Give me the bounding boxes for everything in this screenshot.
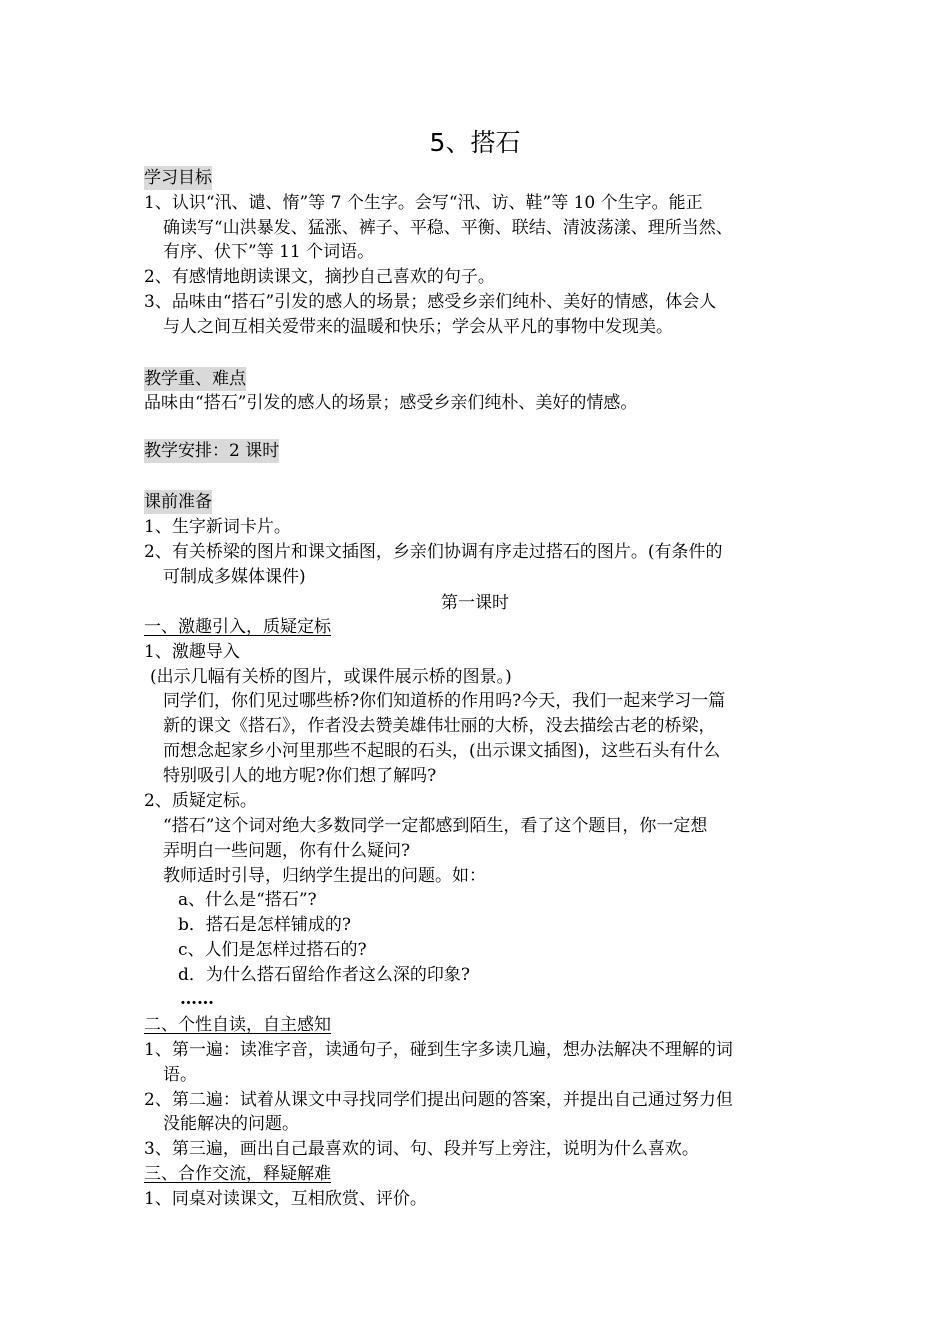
section-1-p1-line-2: 新的课文《搭石》，作者没去赞美雄伟壮丽的大桥，没去描绘古老的桥梁， bbox=[163, 716, 716, 736]
section-2-item-2-line-1: 2、第二遍：试着从课文中寻找同学们提出问题的答案，并提出自己通过努力但 bbox=[144, 1090, 733, 1110]
section-2-item-2-line-2: 没能解决的问题。 bbox=[163, 1114, 299, 1134]
section-2-item-1-line-2: 语。 bbox=[163, 1065, 197, 1085]
objective-1-line-3: 有序、伏下”等 11 个词语。 bbox=[163, 242, 375, 262]
question-c: c、人们是怎样过搭石的? bbox=[178, 940, 367, 960]
objective-3-line-2: 与人之间互相关爱带来的温暖和快乐；学会从平凡的事物中发现美。 bbox=[163, 317, 673, 337]
preparation-2-line-2: 可制成多媒体课件) bbox=[163, 567, 306, 587]
question-d: d．为什么搭石留给作者这么深的印象? bbox=[178, 965, 470, 985]
section-1-p1-line-3: 而想念起家乡小河里那些不起眼的石头，(出示课文插图)，这些石头有什么 bbox=[163, 741, 721, 761]
objective-2: 2、有感情地朗读课文，摘抄自己喜欢的句子。 bbox=[144, 267, 495, 287]
key-points-heading: 教学重、难点 bbox=[144, 369, 246, 389]
question-b: b．搭石是怎样铺成的? bbox=[178, 915, 351, 935]
section-1-p1-line-1: 同学们，你们见过哪些桥?你们知道桥的作用吗?今天，我们一起来学习一篇 bbox=[163, 691, 726, 711]
preparation-1: 1、生字新词卡片。 bbox=[144, 517, 291, 537]
preparation-2-line-1: 2、有关桥梁的图片和课文插图，乡亲们协调有序走过搭石的图片。(有条件的 bbox=[144, 542, 723, 562]
preparation-heading: 课前准备 bbox=[144, 492, 212, 512]
section-1-p1-note: (出示几幅有关桥的图片，或课件展示桥的图景。) bbox=[150, 667, 512, 687]
section-1-p2-guide: 教师适时引导，归纳学生提出的问题。如： bbox=[163, 866, 486, 886]
objective-1-line-1: 1、认识“汛、谴、惰”等 7 个生字。会写“汛、访、鞋”等 10 个生字。能正 bbox=[144, 193, 703, 213]
section-3-title: 三、合作交流，释疑解难 bbox=[144, 1164, 331, 1184]
ellipsis: …… bbox=[180, 989, 214, 1009]
section-2-item-3: 3、第三遍，画出自己最喜欢的词、句、段并写上旁注，说明为什么喜欢。 bbox=[144, 1139, 699, 1159]
section-1-p1-title: 1、激趣导入 bbox=[144, 642, 240, 662]
question-a: a、什么是“搭石”? bbox=[178, 890, 317, 910]
section-3-item-1: 1、同桌对读课文，互相欣赏、评价。 bbox=[144, 1189, 427, 1209]
section-1-p2-title: 2、质疑定标。 bbox=[144, 791, 257, 811]
objective-3-line-1: 3、品味由“搭石”引发的感人的场景；感受乡亲们纯朴、美好的情感，体会人 bbox=[144, 292, 717, 312]
objective-1-line-2: 确读写“山洪暴发、猛涨、裤子、平稳、平衡、联结、清波荡漾、理所当然、 bbox=[163, 218, 733, 238]
page-title: 5、搭石 bbox=[429, 128, 521, 157]
lesson-1-heading: 第一课时 bbox=[441, 593, 509, 613]
section-1-title: 一、激趣引入，质疑定标 bbox=[144, 617, 331, 637]
section-1-p2-line-2: 弄明白一些问题，你有什么疑问? bbox=[163, 841, 411, 861]
objectives-heading: 学习目标 bbox=[144, 168, 212, 188]
section-2-title: 二、个性自读，自主感知 bbox=[144, 1015, 331, 1035]
section-1-p1-line-4: 特别吸引人的地方呢?你们想了解吗? bbox=[163, 766, 437, 786]
schedule: 教学安排：2 课时 bbox=[144, 441, 280, 461]
section-1-p2-line-1: “搭石”这个词对绝大多数同学一定都感到陌生，看了这个题目，你一定想 bbox=[163, 816, 708, 836]
key-points-text: 品味由“搭石”引发的感人的场景；感受乡亲们纯朴、美好的情感。 bbox=[144, 393, 638, 413]
section-2-item-1-line-1: 1、第一遍：读准字音，读通句子，碰到生字多读几遍，想办法解决不理解的词 bbox=[144, 1040, 733, 1060]
